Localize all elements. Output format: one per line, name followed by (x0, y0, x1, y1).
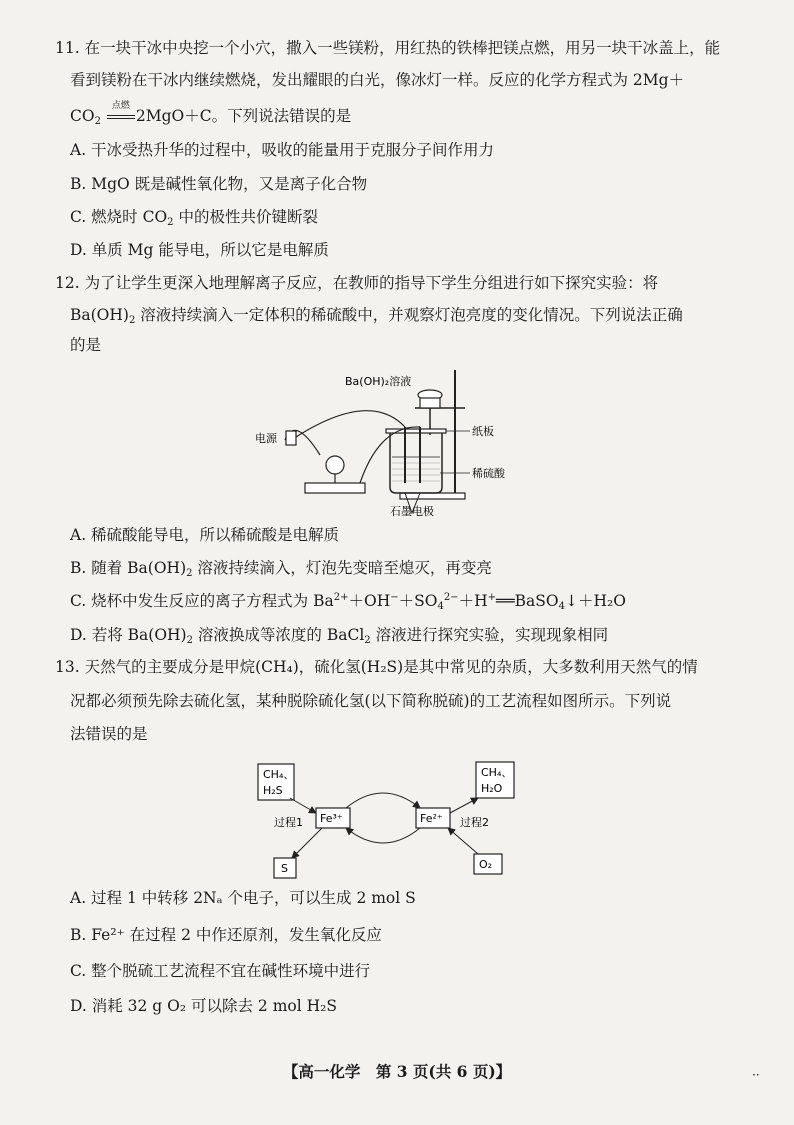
label-board: 纸板 (472, 425, 494, 438)
q12-c-sup3: 2− (443, 592, 459, 603)
power-source (286, 431, 296, 445)
q12-line-1: 12. 为了让学生更深入地理解离子反应，在教师的指导下学生分组进行如下探究实验：将 (55, 274, 659, 292)
q12-l2-post: 溶液持续滴入一定体积的稀硫酸中，并观察灯泡亮度的变化情况。下列说法正确 (135, 306, 683, 324)
q13-option-a: A. 过程 1 中转移 2Nₐ 个电子，可以生成 2 mol S (70, 889, 416, 907)
light-bulb-icon (326, 456, 344, 474)
q12-d-sub: 2 (186, 635, 193, 646)
box-input-line2: H₂S (263, 784, 283, 797)
q11-c-sub: 2 (167, 217, 174, 228)
stand-base (400, 493, 465, 499)
q12-option-a: A. 稀硫酸能导电，所以稀硫酸是电解质 (70, 526, 340, 544)
sulfur-label: S (281, 862, 288, 875)
oxygen-label: O₂ (479, 858, 493, 871)
q13-option-c: C. 整个脱硫工艺流程不宜在碱性环境中进行 (70, 962, 371, 980)
q12-c-mid1: ＋OH (348, 592, 391, 610)
q11-line-3 (70, 101, 352, 129)
q11-co2-sub: 2 (94, 116, 101, 127)
box-output-line1: CH₄、 (481, 766, 513, 779)
q13-line-2: 况都必须预先除去硫化氢，某种脱除硫化氢(以下简称脱硫)的工艺流程如图所示。下列说 (70, 692, 672, 710)
q12-c-sup2: − (390, 592, 399, 603)
label-power: 电源 (255, 432, 277, 445)
arrow-fe2-to-fe3 (346, 828, 420, 843)
label-acid: 稀硫酸 (472, 467, 505, 480)
q11-option-b: B. MgO 既是碱性氧化物，又是离子化合物 (70, 175, 368, 193)
q12-b-post: 溶液持续滴入，灯泡先变暗至熄灭，再变亮 (192, 559, 492, 577)
process-2-label: 过程2 (460, 816, 489, 829)
page-footer: 【高一化学 第 3 页(共 6 页)】 (282, 1062, 512, 1081)
process-1-label: 过程1 (274, 816, 303, 829)
q12-b-pre: B. 随着 Ba(OH) (70, 559, 187, 577)
q11-line-2: 看到镁粉在干冰内继续燃烧，发出耀眼的白光，像冰灯一样。反应的化学方程式为 2Mg＋ (70, 71, 685, 89)
corner-mark: ·· (752, 1068, 760, 1082)
q12-c-pre: C. 烧杯中发生反应的离子方程式为 Ba (70, 592, 334, 610)
q13-option-d: D. 消耗 32 g O₂ 可以除去 2 mol H₂S (70, 997, 337, 1015)
q12-c-post: ↓＋H₂O (564, 592, 626, 610)
q12-option-b (70, 558, 492, 581)
q11-c-pre: C. 燃烧时 CO (70, 208, 168, 226)
q11-option-d: D. 单质 Mg 能导电，所以它是电解质 (70, 241, 329, 259)
q11-c-post: 中的极性共价键断裂 (173, 208, 318, 226)
label-electrode: 石墨电极 (390, 505, 434, 518)
q12-d-post: 溶液进行探究实验，实现现象相同 (370, 626, 609, 644)
q12-option-c (70, 591, 626, 614)
q12-c-mid4: ══BaSO (495, 592, 559, 610)
q12-c-sup1: 2+ (333, 592, 349, 603)
q11-condition-label: 点燃 (111, 101, 130, 111)
box-output-line2: H₂O (481, 782, 503, 795)
label-baoh2: Ba(OH)₂溶液 (345, 375, 412, 388)
bulb-base (305, 483, 365, 493)
q13-option-b: B. Fe²⁺ 在过程 2 中作还原剂，发生氧化反应 (70, 926, 382, 944)
fe2-label: Fe²⁺ (420, 812, 443, 825)
dropper-body (420, 398, 440, 408)
q12-b-sub: 2 (186, 568, 193, 579)
q11-option-c (70, 207, 318, 230)
q12-d-pre: D. 若将 Ba(OH) (70, 626, 187, 644)
arrow-fe2-to-output (450, 798, 478, 813)
arrow-fe3-to-fe2 (346, 793, 420, 808)
q11-option-a: A. 干冰受热升华的过程中，吸收的能量用于克服分子间作用力 (70, 141, 495, 159)
fe3-label: Fe³⁺ (320, 812, 343, 825)
q12-c-sub5: 4 (558, 601, 565, 612)
q12-d-mid: 溶液换成等浓度的 BaCl (192, 626, 365, 644)
q12-c-mid3: ＋H (458, 592, 488, 610)
q12-d-sub2: 2 (364, 635, 371, 646)
q11-condition-arrow (106, 101, 136, 126)
q12-l2-pre: Ba(OH) (70, 306, 129, 324)
q11-line-1: 11. 在一块干冰中央挖一个小穴，撒入一些镁粉，用红热的铁棒把镁点燃，用另一块干冰盖上，能 (55, 39, 721, 57)
q13-cycle-diagram (250, 758, 530, 883)
q13-line-3: 法错误的是 (70, 725, 148, 743)
q12-l2-sub: 2 (128, 315, 136, 326)
q11-co2-text: CO (70, 107, 95, 125)
arrow-input-to-fe3 (290, 798, 316, 813)
q11-line-3-post: 2MgO＋C。下列说法错误的是 (135, 107, 352, 125)
q12-option-d (70, 625, 608, 648)
q12-c-sup4: + (487, 592, 496, 603)
arrow-fe3-to-s (292, 828, 322, 858)
q12-line-2 (70, 305, 683, 328)
q13-line-1: 13. 天然气的主要成分是甲烷(CH₄)，硫化氢(H₂S)是其中常见的杂质，大多数利用天然气的情 (55, 658, 698, 676)
q12-c-mid2: ＋SO (398, 592, 438, 610)
q12-line-3: 的是 (70, 336, 102, 354)
q12-c-sub3: 4 (437, 601, 444, 612)
arrow-oxygen-to-fe2 (448, 828, 478, 854)
box-input-line1: CH₄、 (263, 768, 295, 781)
q12-apparatus-figure (250, 365, 510, 520)
